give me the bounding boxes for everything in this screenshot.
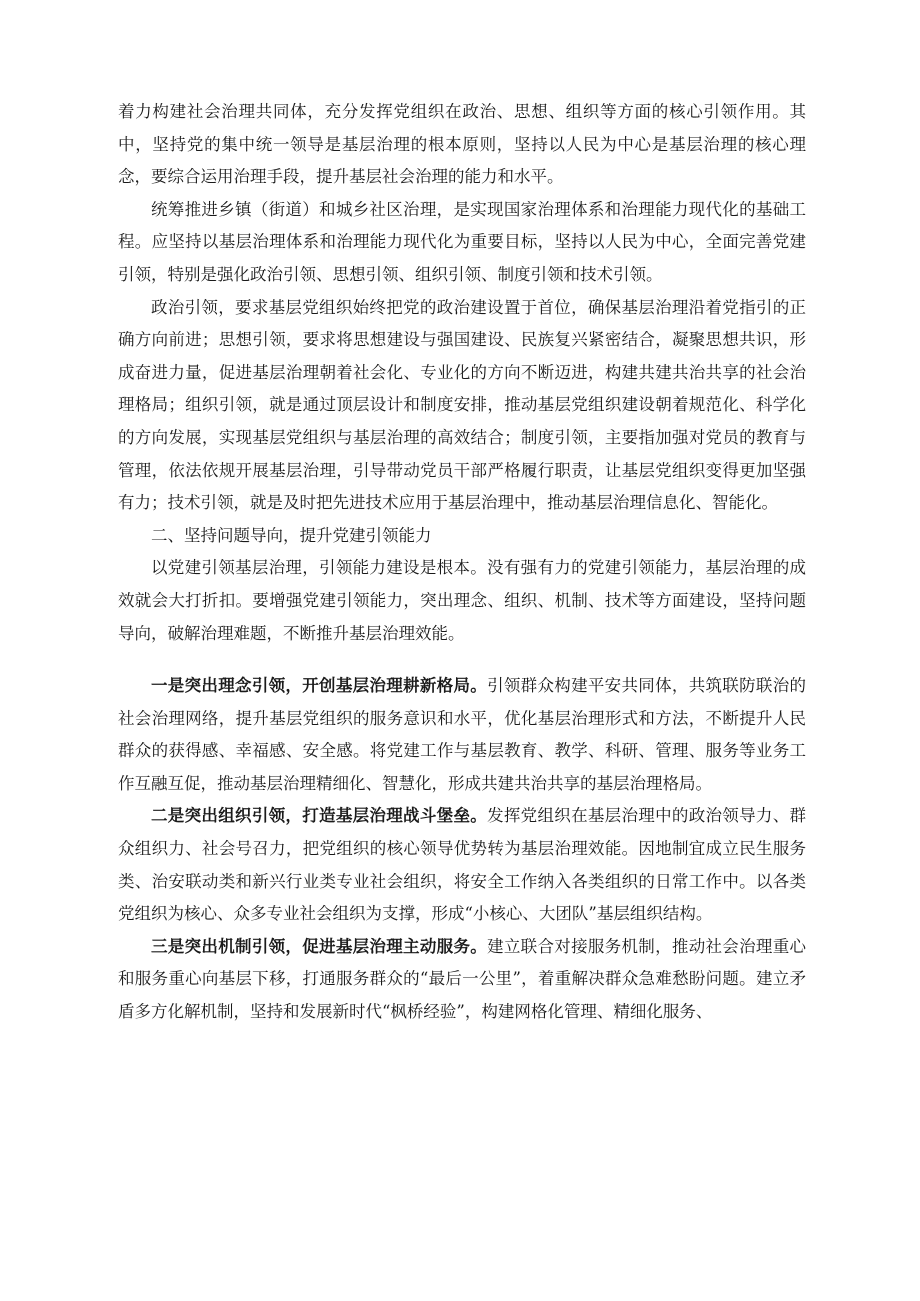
paragraph-lead-text: 一是突出理念引领，开创基层治理耕新格局。: [151, 676, 488, 696]
paragraph-organization-leading: [118, 800, 806, 930]
paragraph-governance-community: 着力构建社会治理共同体，充分发挥党组织在政治、思想、组织等方面的核心引领作用。其中，坚持党的集中统一领导是基层治理的根本原则，坚持以人民为中心是基层治理的核心理念，要综合运用治理手段，提升基层社会治理的能力和水平。: [118, 102, 806, 187]
paragraph-body-text: 引领群众构建平安共同体，共筑联防联治的社会治理网络，提升基层党组织的服务意识和水平，优化基层治理形式和方法，不断提升人民群众的获得感、幸福感、安全感。将党建工作与基层教育、教学、科研、管理、服务等业务工作互融互促，推动基层治理精细化、智慧化，形成共建共治共享的基层治理格局。: [118, 676, 807, 793]
paragraph-lead-text: 三是突出机制引领，促进基层治理主动服务。: [151, 936, 488, 956]
paragraph-five-leadings: 政治引领，要求基层党组织始终把党的政治建设置于首位，确保基层治理沿着党指引的正确方向前进；思想引领，要求将思想建设与强国建设、民族复兴紧密结合，凝聚思想共识，形成奋进力量，促进基层治理朝着社会化、专业化的方向不断迈进，构建共建共治共享的社会治理格局；组织引领，就是通过顶层设计和制度安排，推动基层党组织建设朝着规范化、科学化的方向发展，实现基层党组织与基层治理的高效结合；制度引领，主要指加强对党员的教育与管理，依法依规开展基层治理，引导带动党员干部严格履行职责，让基层党组织变得更加坚强有力；技术引领，就是及时把先进技术应用于基层治理中，推动基层治理信息化、智能化。: [118, 297, 806, 513]
paragraph-concept-leading: [118, 670, 806, 800]
paragraph-leadership-capacity: 以党建引领基层治理，引领能力建设是根本。没有强有力的党建引领能力，基层治理的成效就会大打折扣。要增强党建引领能力，突出理念、组织、机制、技术等方面建设，坚持问题导向，破解治理难题，不断推升基层治理效能。: [118, 558, 806, 643]
document-page: [118, 96, 806, 1029]
section-heading-2: 二、坚持问题导向，提升党建引领能力: [151, 525, 432, 545]
paragraph-body-text: 发挥党组织在基层治理中的政治领导力、群众组织力、社会号召力，把党组织的核心领导优势转为基层治理效能。因地制宜成立民生服务类、治安联动类和新兴行业类专业社会组织，将安全工作纳入各类组织的日常工作中。以各类党组织为核心、众多专业社会组织为支撑，形成“小核心、大团队”基层组织结构。: [118, 806, 807, 924]
paragraph-mechanism-leading: [118, 931, 806, 1029]
paragraph-lead-text: 二是突出组织引领，打造基层治理战斗堡垒。: [151, 806, 488, 826]
paragraph-township-governance: 统筹推进乡镇（街道）和城乡社区治理，是实现国家治理体系和治理能力现代化的基础工程。应坚持以基层治理体系和治理能力现代化为重要目标，坚持以人民为中心，全面完善党建引领，特别是强化政治引领、思想引领、组织引领、制度引领和技术引领。: [118, 199, 806, 284]
paragraph-body-text: 建立联合对接服务机制，推动社会治理重心和服务重心向基层下移，打通服务群众的“最后一公里”，着重解决群众急难愁盼问题。建立矛盾多方化解机制，坚持和发展新时代“枫桥经验”，构建网格化管理、精细化服务、: [118, 936, 807, 1022]
